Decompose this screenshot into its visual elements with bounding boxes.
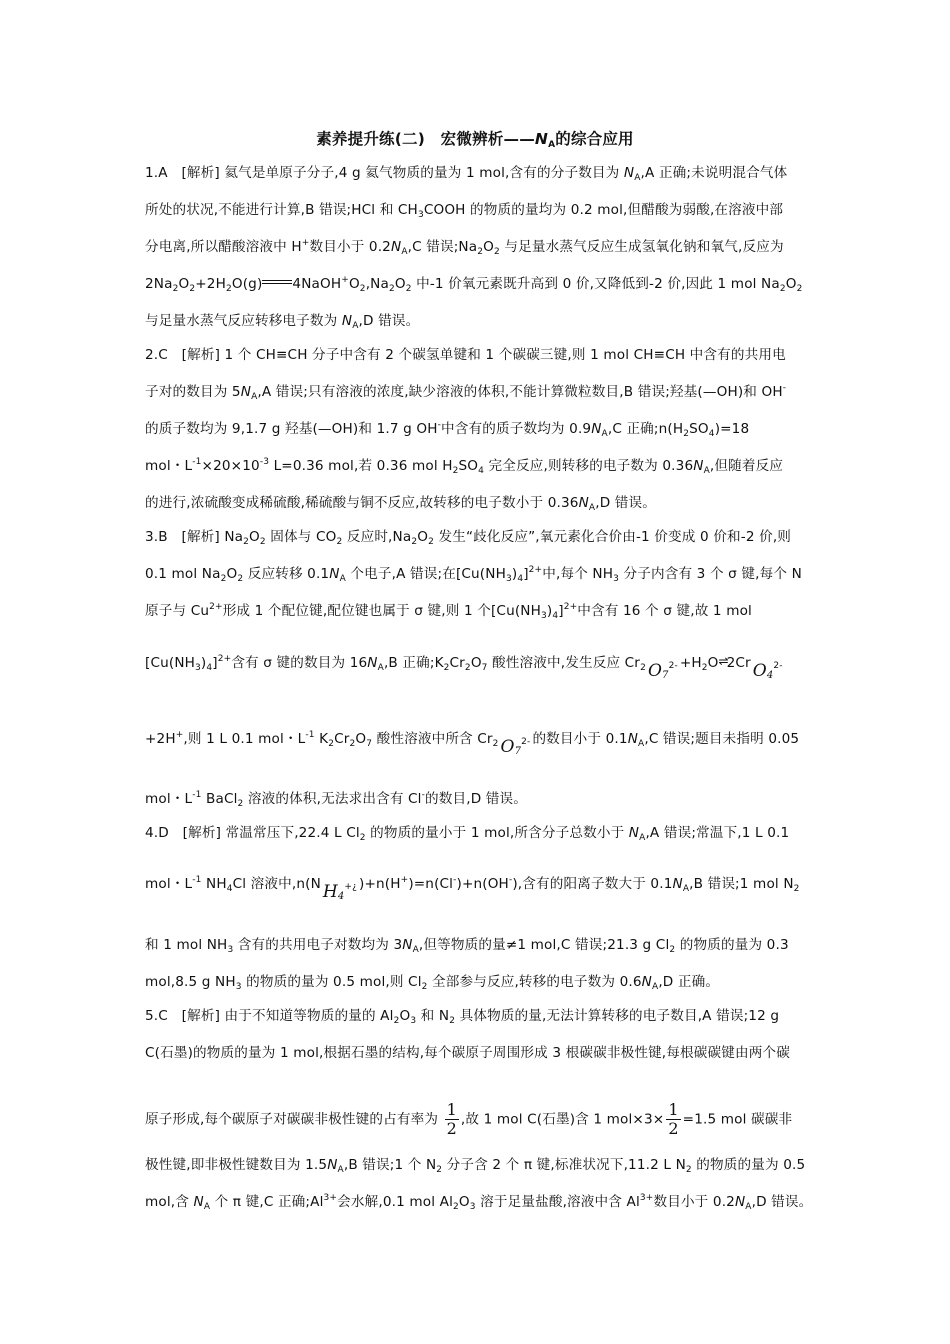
q1-line1: 1.A [解析] 氦气是单原子分子,4 g 氦气物质的量为 1 mol,含有的分子数目为 $N_A,A$ 正确;未说明混合气体 <box>145 165 788 183</box>
q3-line2: 0.1 mol $Na_2O_2$ 反应转移 $0.1N_A$ 个电子,A 错误;在$[Cu(NH_3)_4]^{2+}$中,每个 $NH_3$ 分子内含有 3 个 σ 键,每个 N <box>145 565 802 584</box>
q5-line4: 极性键,即非极性键数目为 $1.5N_A,B$ 错误;1 个 $N_2$ 分子含 2 个 π 键,标准状况下,11.2 L $N_2$ 的物质的量为 0.5 <box>145 1157 806 1175</box>
q4-line3: 和 1 mol $NH_3$ 含有的共用电子对数均为 $3N_A$,但等物质的量≠1 mol,C 错误;21.3 g $Cl_2$ 的物质的量为 0.3 <box>145 937 789 955</box>
q3-line1: 3.B [解析] $Na_2O_2$ 固体与 $CO_2$ 反应时$,Na_2O_2$ 发生“歧化反应”,氧元素化合价由-1 价变成 0 价和-2 价,则 <box>145 529 792 547</box>
q3-line6: mol・$L^{-1}$ BaCl$_2$ 溶液的体积,无法求出含有 Cl-的数目,D 错误。 <box>145 790 528 809</box>
q1-line3: 分电离,所以醋酸溶液中 H+数目小于 $0.2N_A,C$ 错误$;Na_2O_2$ 与足量水蒸气反应生成氢氧化钠和氧气,反应为 <box>145 238 784 257</box>
q1-line2: 所处的状况,不能进行计算,B 错误;HCl 和 $CH_3COOH$ 的物质的量均为 0.2 mol,但醋酸为弱酸,在溶液中部 <box>145 202 784 220</box>
q2-line5: 的进行,浓硫酸变成稀硫酸,稀硫酸与铜不反应,故转移的电子数小于 $0.36N_A,D$ 错误。 <box>145 495 657 513</box>
q3-line4: $[Cu(NH_3)_4]^{2+}$含有 σ 键的数目为 $16N_A,B$ 正确$;K_2Cr_2O_7$ 酸性溶液中,发生反应 $Cr_2$ $O_7^{2-}$ $+H_2O\rightleftharpoons 2Cr$ $O_4^{2-}$ <box>145 654 783 681</box>
q2-line4: mol・$L^{-1}\times 20\times 10^{-3}$ L=0.36 mol,若 0.36 mol $H_2SO_4$ 完全反应,则转移的电子数为 $0.36N_A$,但随着反应 <box>145 457 784 476</box>
q1-line5: 与足量水蒸气反应转移电子数为 $N_A,D$ 错误。 <box>145 313 420 331</box>
q1-line4: $2Na_2O_2+2H_2O(g)$ $4NaOH^+O_2,Na_2O_2$ 中-1 价氧元素既升高到 0 价,又降低到-2 价,因此 1 mol $Na_2O_2$ <box>145 275 803 294</box>
q2-line1: 2.C [解析] 1 个 CH≡CH 分子中含有 2 个碳氢单键和 1 个碳碳三键,则 1 mol CH≡CH 中含有的共用电 <box>145 347 786 363</box>
q5-line2: C(石墨)的物质的量为 1 mol,根据石墨的结构,每个碳原子周围形成 3 根碳碳非极性键,每根碳碳键由两个碳 <box>145 1045 790 1061</box>
page-title: 素养提升练(二) 宏微辨析$——N_A$的综合应用 <box>316 130 634 150</box>
q3-line3: 原子与 $Cu^{2+}$形成 1 个配位键,配位键也属于 σ 键,则 1 个$[Cu(NH_3)_4]^{2+}$中含有 16 个 σ 键,故 1 mol <box>145 602 752 621</box>
q4-line2: mol・$L^{-1}$ $NH_4Cl$ 溶液中,n(N $H_4^{+¿}$ )+n(H+)=n(Cl-)+n(OH-),含有的阳离子数大于 $0.1N_A,B$ 错误;1 mol $N_2$ <box>145 875 800 902</box>
q3-line5: +2H+,则 1 L 0.1 mol・$L^{-1}$ $K_2Cr_2O_7$ 酸性溶液中所含 $Cr_2$ $O_7^{2-}$ 的数目小于 $0.1N_A,C$ 错误;题目未指明 0.05 <box>145 730 800 757</box>
q4-line4: mol,8.5 g $NH_3$ 的物质的量为 0.5 mol,则 $Cl_2$ 全部参与反应,转移的电子数为 $0.6N_A,D$ 正确。 <box>145 974 720 992</box>
q5-line5: mol,含 $N_A$ 个 π 键,C 正确$;Al^{3+}$会水解,0.1 mol $Al_2O_3$ 溶于足量盐酸,溶液中含 $Al^{3+}$数目小于 $0.2N_A,D$ 错误。 <box>145 1193 813 1212</box>
q5-line3: 原子形成,每个碳原子对碳碳非极性键的占有率为 $\frac{1}{2}$ ,故 1 mol C(石墨)含 1 mol×3× $\frac{1}{2}$ =1.5 mol 碳碳非 <box>145 1100 793 1138</box>
q4-line1: 4.D [解析] 常温常压下,22.4 L $Cl_2$ 的物质的量小于 1 mol,所含分子总数小于 $N_A,A$ 错误;常温下,1 L 0.1 <box>145 825 790 843</box>
q5-line1: 5.C [解析] 由于不知道等物质的量的 $Al_2O_3$ 和 $N_2$ 具体物质的量,无法计算转移的电子数目,A 错误;12 g <box>145 1008 780 1026</box>
q2-line2: 子对的数目为 $5N_A,A$ 错误;只有溶液的浓度,缺少溶液的体积,不能计算微粒数目,B 错误;羟基(—OH)和 OH- <box>145 383 787 402</box>
q2-line3: 的质子数均为 9,1.7 g 羟基(—OH)和 1.7 g OH-中含有的质子数均为 $0.9N_A,C$ 正确$;n(H_2SO_4)=18$ <box>145 420 750 439</box>
